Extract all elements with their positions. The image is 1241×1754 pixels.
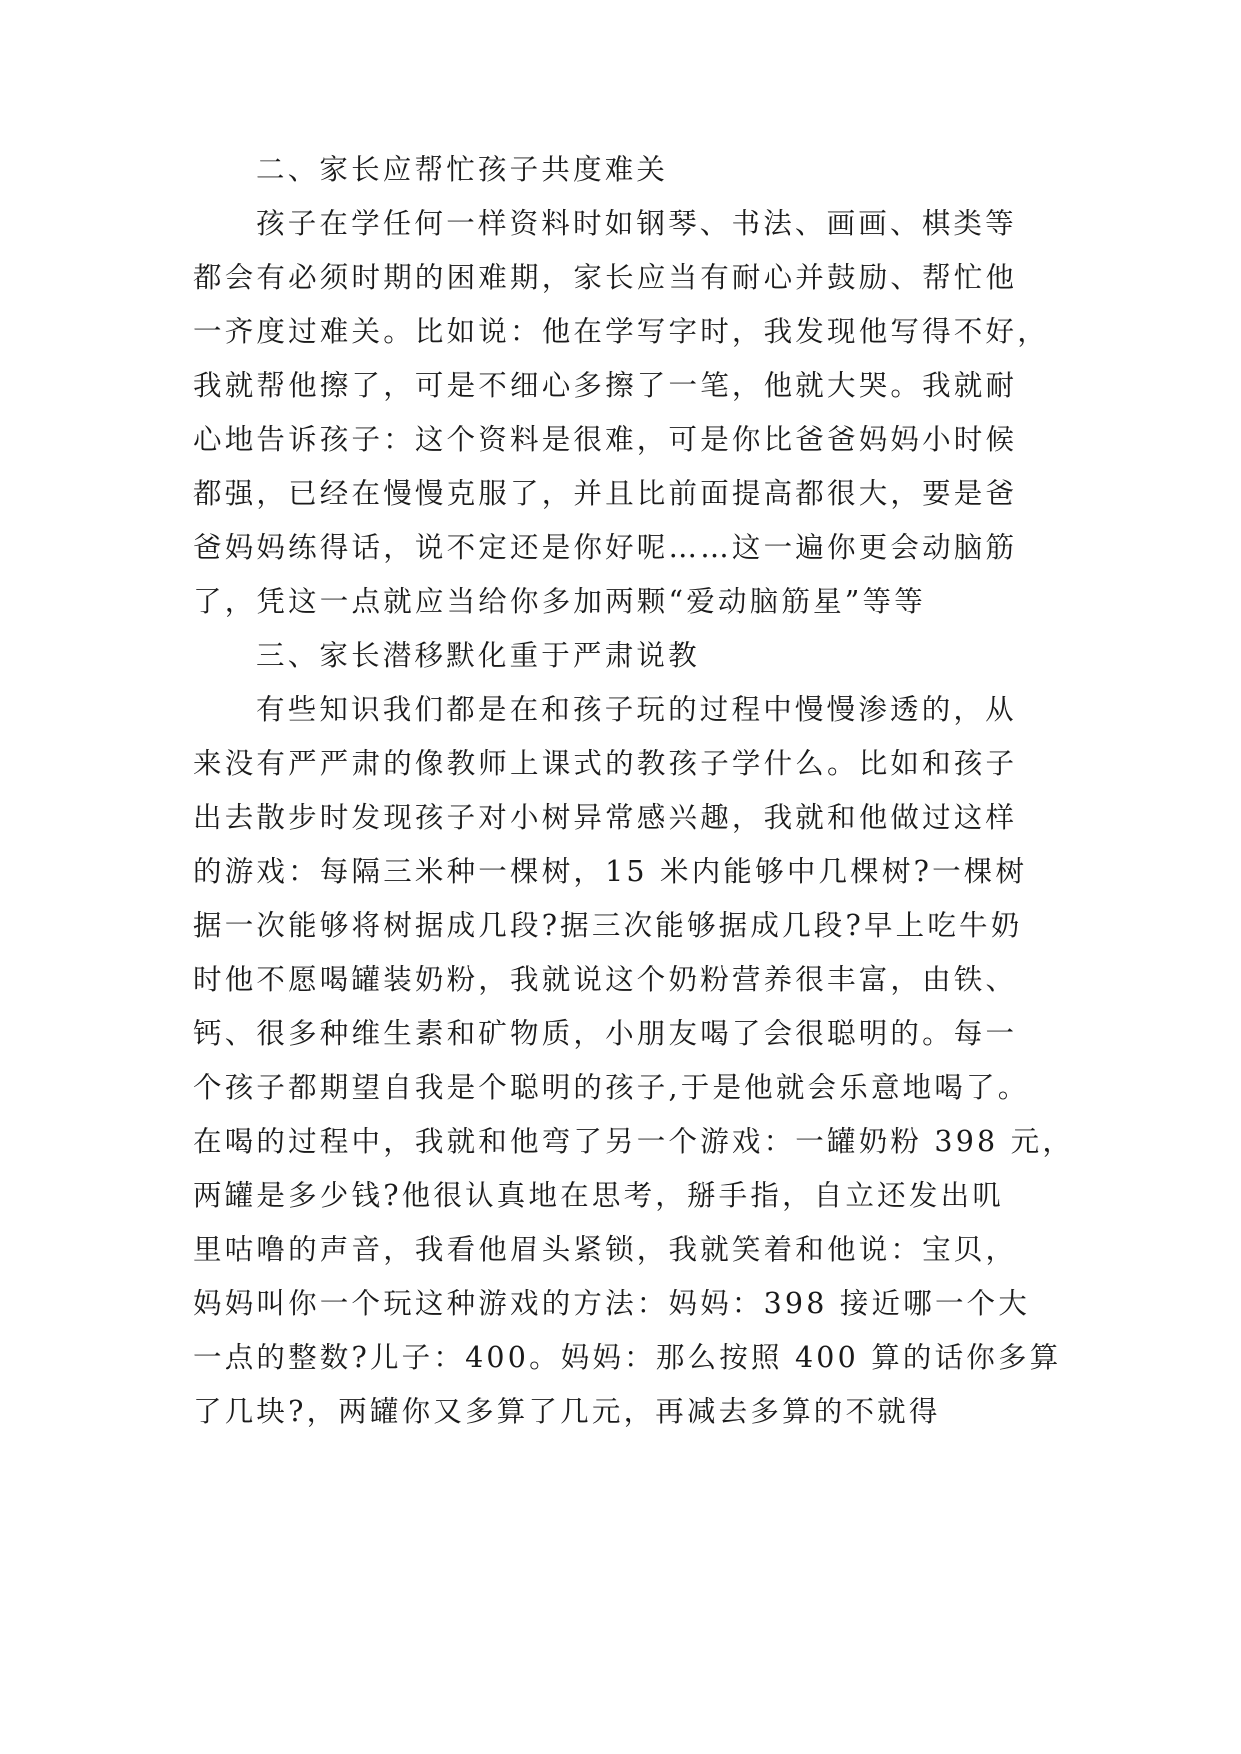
paragraph-line: 有些知识我们都是在和孩子玩的过程中慢慢渗透的，从 bbox=[256, 693, 1017, 726]
paragraph-line: 的游戏：每隔三米种一棵树，15 米内能够中几棵树?一棵树 bbox=[193, 855, 1028, 888]
paragraph-line: 里咕噜的声音，我看他眉头紧锁，我就笑着和他说：宝贝， bbox=[193, 1233, 1018, 1266]
paragraph-line: 心地告诉孩子：这个资料是很难，可是你比爸爸妈妈小时候 bbox=[193, 423, 1018, 456]
paragraph-line: 出去散步时发现孩子对小树异常感兴趣，我就和他做过这样 bbox=[193, 801, 1018, 834]
paragraph-line: 来没有严严肃的像教师上课式的教孩子学什么。比如和孩子 bbox=[193, 747, 1018, 780]
paragraph-line: 都会有必须时期的困难期，家长应当有耐心并鼓励、帮忙他 bbox=[193, 261, 1018, 294]
paragraph-line: 钙、很多种维生素和矿物质，小朋友喝了会很聪明的。每一 bbox=[193, 1017, 1018, 1050]
paragraph-line: 孩子在学任何一样资料时如钢琴、书法、画画、棋类等 bbox=[256, 207, 1017, 240]
section-heading-2: 二、家长应帮忙孩子共度难关 bbox=[256, 153, 669, 186]
paragraph-line: 我就帮他擦了，可是不细心多擦了一笔，他就大哭。我就耐 bbox=[193, 369, 1018, 402]
paragraph-line: 一齐度过难关。比如说：他在学写字时，我发现他写得不好， bbox=[193, 315, 1049, 348]
paragraph-line: 都强，已经在慢慢克服了，并且比前面提高都很大，要是爸 bbox=[193, 477, 1018, 510]
paragraph-line: 妈妈叫你一个玩这种游戏的方法：妈妈：398 接近哪一个大 bbox=[193, 1287, 1031, 1320]
paragraph-line: 时他不愿喝罐装奶粉，我就说这个奶粉营养很丰富，由铁、 bbox=[193, 963, 1018, 996]
paragraph-line: 两罐是多少钱?他很认真地在思考，掰手指，自立还发出叽 bbox=[193, 1179, 1004, 1212]
paragraph-line: 在喝的过程中，我就和他弯了另一个游戏：一罐奶粉 398 元， bbox=[193, 1125, 1075, 1158]
paragraph-line: 爸妈妈练得话，说不定还是你好呢……这一遍你更会动脑筋 bbox=[193, 531, 1018, 564]
paragraph-line: 了，凭这一点就应当给你多加两颗“爱动脑筋星”等等 bbox=[193, 585, 926, 618]
paragraph-line: 据一次能够将树据成几段?据三次能够据成几段?早上吃牛奶 bbox=[193, 909, 1023, 942]
paragraph-line: 一点的整数?儿子：400。妈妈：那么按照 400 算的话你多算 bbox=[193, 1341, 1062, 1374]
paragraph-line: 个孩子都期望自我是个聪明的孩子,于是他就会乐意地喝了。 bbox=[193, 1071, 1030, 1104]
section-heading-3: 三、家长潜移默化重于严肃说教 bbox=[256, 639, 700, 672]
paragraph-line: 了几块?，两罐你又多算了几元，再减去多算的不就得 bbox=[193, 1395, 941, 1428]
